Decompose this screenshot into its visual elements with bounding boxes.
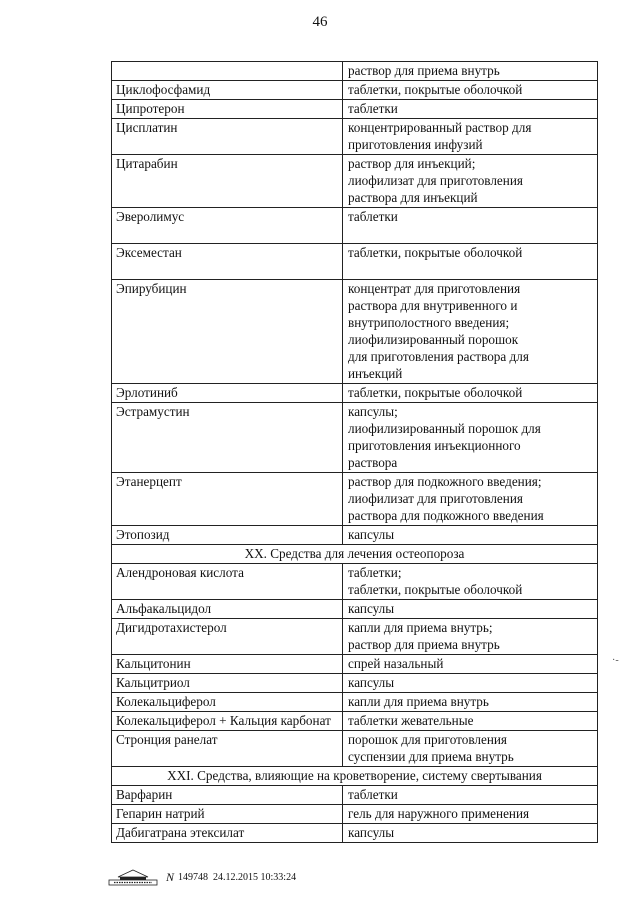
- drug-name-cell: Цисплатин: [112, 119, 343, 155]
- dosage-form-cell: [343, 81, 598, 100]
- dosage-form-line: капсулы: [348, 527, 395, 542]
- footer-doc-number: 149748: [178, 871, 209, 883]
- drug-name-cell: Этопозид: [112, 526, 343, 545]
- dosage-form-cell: [343, 824, 598, 843]
- dosage-form-cell: [343, 100, 598, 119]
- table-row: [112, 403, 598, 473]
- document-footer: [108, 868, 296, 886]
- table-row: [112, 693, 598, 712]
- dosage-form-line: раствора для внутривенного и: [348, 298, 518, 313]
- dosage-form-cell: [343, 155, 598, 208]
- dosage-form-line: раствора для подкожного введения: [348, 508, 544, 523]
- table-row: [112, 100, 598, 119]
- table-row: [112, 564, 598, 600]
- section-title: XX. Средства для лечения остеопороза: [112, 545, 598, 564]
- table-row: [112, 81, 598, 100]
- table-row: [112, 805, 598, 824]
- drug-table: [111, 61, 598, 843]
- dosage-form-line: таблетки: [348, 787, 398, 802]
- dosage-form-cell: [343, 280, 598, 384]
- drug-name-cell: Эпирубицин: [112, 280, 343, 384]
- drug-name-cell: Колекальциферол + Кальция карбонат: [112, 712, 343, 731]
- table-row: [112, 244, 598, 280]
- table-row: [112, 674, 598, 693]
- drug-name-cell: Колекальциферол: [112, 693, 343, 712]
- dosage-form-line: лиофилизат для приготовления: [348, 173, 523, 188]
- dosage-form-line: лиофилизированный порошок для: [348, 421, 541, 436]
- drug-table-body: [112, 62, 598, 843]
- dosage-form-line: раствор для инъекций;: [348, 156, 476, 171]
- dosage-form-cell: [343, 693, 598, 712]
- dosage-form-line: приготовления инфузий: [348, 137, 483, 152]
- dosage-form-cell: [343, 244, 598, 280]
- table-row: [112, 155, 598, 208]
- drug-name-cell: Цитарабин: [112, 155, 343, 208]
- table-row: [112, 786, 598, 805]
- dosage-form-line: инъекций: [348, 366, 403, 381]
- table-row: [112, 655, 598, 674]
- drug-name-cell: Варфарин: [112, 786, 343, 805]
- dosage-form-line: суспензии для приема внутрь: [348, 749, 514, 764]
- dosage-form-line: раствор для приема внутрь: [348, 63, 500, 78]
- dosage-form-line: внутриполостного введения;: [348, 315, 510, 330]
- table-row: [112, 824, 598, 843]
- dosage-form-line: капсулы: [348, 675, 395, 690]
- table-row: [112, 208, 598, 244]
- drug-name-cell: Эстрамустин: [112, 403, 343, 473]
- footer-timestamp: 24.12.2015 10:33:24: [213, 871, 297, 883]
- dosage-form-line: раствор для подкожного введения;: [348, 474, 542, 489]
- dosage-form-line: гель для наружного применения: [348, 806, 530, 821]
- dosage-form-line: для приготовления раствора для: [348, 349, 529, 364]
- dosage-form-line: концентрат для приготовления: [348, 281, 521, 296]
- dosage-form-line: таблетки, покрытые оболочкой: [348, 82, 523, 97]
- table-row: [112, 600, 598, 619]
- drug-name-cell: [112, 62, 343, 81]
- dosage-form-line: порошок для приготовления: [348, 732, 508, 747]
- section-header-row: [112, 767, 598, 786]
- page-number: 46: [312, 14, 328, 30]
- dosage-form-line: лиофилизированный порошок: [348, 332, 519, 347]
- dosage-form-line: таблетки, покрытые оболочкой: [348, 385, 523, 400]
- dosage-form-line: таблетки;: [348, 565, 402, 580]
- dosage-form-line: раствора для инъекций: [348, 190, 478, 205]
- dosage-form-cell: [343, 674, 598, 693]
- drug-name-cell: Дабигатрана этексилат: [112, 824, 343, 843]
- dosage-form-cell: [343, 119, 598, 155]
- table-row: [112, 280, 598, 384]
- dosage-form-cell: [343, 384, 598, 403]
- drug-name-cell: Стронция ранелат: [112, 731, 343, 767]
- dosage-form-line: таблетки: [348, 101, 398, 116]
- dosage-form-line: капсулы: [348, 601, 395, 616]
- dosage-form-line: капсулы;: [348, 404, 398, 419]
- dosage-form-line: капли для приема внутрь: [348, 694, 489, 709]
- dosage-form-line: таблетки: [348, 209, 398, 224]
- dosage-form-cell: [343, 731, 598, 767]
- dosage-form-line: капсулы: [348, 825, 395, 840]
- dosage-form-cell: [343, 655, 598, 674]
- dosage-form-line: раствора: [348, 455, 398, 470]
- table-row: [112, 731, 598, 767]
- dosage-form-line: лиофилизат для приготовления: [348, 491, 523, 506]
- drug-name-cell: Эрлотиниб: [112, 384, 343, 403]
- dosage-form-line: спрей назальный: [348, 656, 444, 671]
- drug-name-cell: Альфакальцидол: [112, 600, 343, 619]
- drug-name-cell: Циклофосфамид: [112, 81, 343, 100]
- dosage-form-cell: [343, 62, 598, 81]
- dosage-form-cell: [343, 403, 598, 473]
- dosage-form-cell: [343, 600, 598, 619]
- dosage-form-line: приготовления инъекционного: [348, 438, 521, 453]
- dosage-form-line: таблетки, покрытые оболочкой: [348, 582, 523, 597]
- drug-name-cell: Алендроновая кислота: [112, 564, 343, 600]
- drug-name-cell: Этанерцепт: [112, 473, 343, 526]
- drug-name-cell: Кальцитриол: [112, 674, 343, 693]
- drug-name-cell: Эверолимус: [112, 208, 343, 244]
- dosage-form-line: капли для приема внутрь;: [348, 620, 493, 635]
- dosage-form-cell: [343, 473, 598, 526]
- table-row: [112, 619, 598, 655]
- drug-name-cell: Ципротерон: [112, 100, 343, 119]
- table-row: [112, 526, 598, 545]
- dosage-form-cell: [343, 619, 598, 655]
- government-building-logo-icon: [108, 868, 158, 886]
- margin-scan-mark: ·-: [612, 655, 619, 666]
- drug-name-cell: Кальцитонин: [112, 655, 343, 674]
- drug-name-cell: Эксеместан: [112, 244, 343, 280]
- dosage-form-cell: [343, 712, 598, 731]
- dosage-form-cell: [343, 564, 598, 600]
- table-row: [112, 119, 598, 155]
- dosage-form-cell: [343, 208, 598, 244]
- dosage-form-line: концентрированный раствор для: [348, 120, 532, 135]
- dosage-form-cell: [343, 805, 598, 824]
- dosage-form-line: таблетки жевательные: [348, 713, 474, 728]
- drug-name-cell: Дигидротахистерол: [112, 619, 343, 655]
- table-row: [112, 384, 598, 403]
- dosage-form-line: таблетки, покрытые оболочкой: [348, 245, 523, 260]
- section-title: XXI. Средства, влияющие на кроветворение, систему свертывания: [112, 767, 598, 786]
- dosage-form-cell: [343, 786, 598, 805]
- signature-mark-icon: Ν: [166, 869, 175, 884]
- dosage-form-cell: [343, 526, 598, 545]
- dosage-form-line: раствор для приема внутрь: [348, 637, 500, 652]
- section-header-row: [112, 545, 598, 564]
- drug-name-cell: Гепарин натрий: [112, 805, 343, 824]
- table-row: [112, 712, 598, 731]
- table-row: [112, 473, 598, 526]
- table-row: [112, 62, 598, 81]
